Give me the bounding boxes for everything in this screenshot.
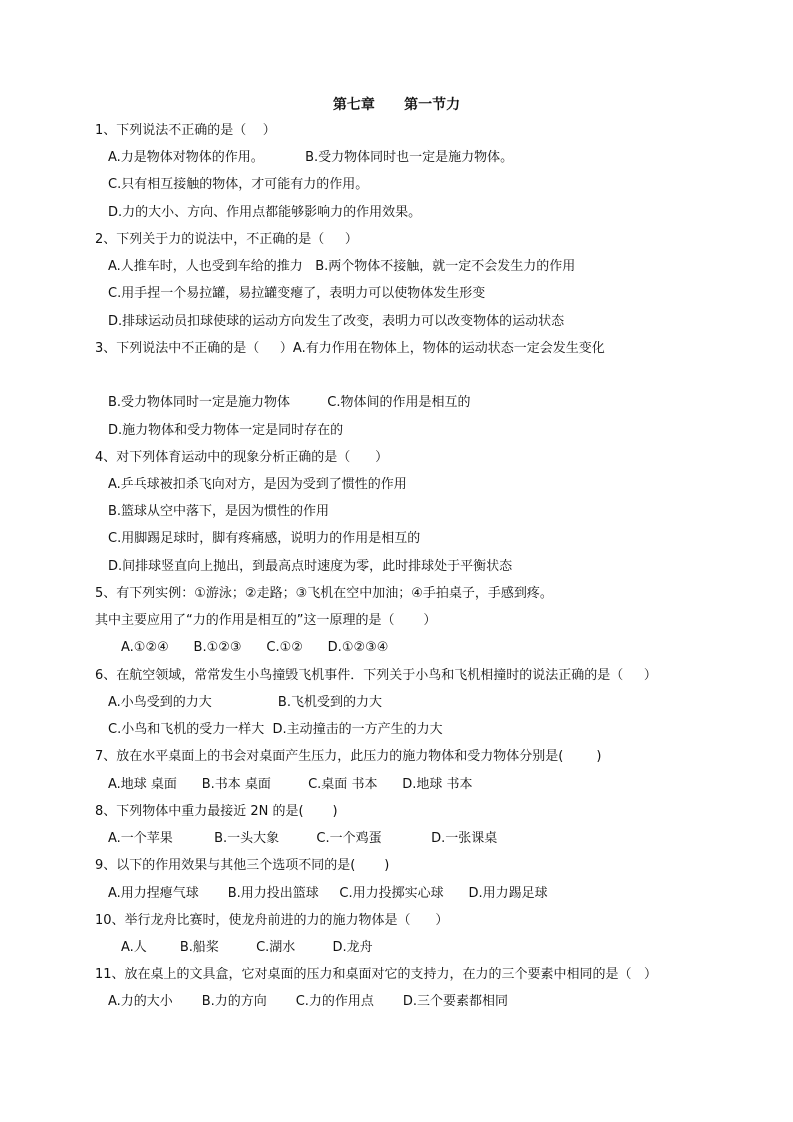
option-line: A.地球 桌面 B.书本 桌面 C.桌面 书本 D.地球 书本 [108,777,473,792]
option-line: A.①②④ B.①②③ C.①② D.①②③④ [121,640,389,655]
page-title: 第七章 第一节力 [332,97,461,113]
option-line: A.人推车时，人也受到车给的推力 B.两个物体不接触，就一定不会发生力的作用 [108,259,576,274]
question-2: 2、下列关于力的说法中，不正确的是（ ） [95,232,358,247]
question-6: 6、在航空领域，常常发生小鸟撞毁飞机事件．下列关于小鸟和飞机相撞时的说法正确的是（ ） [95,668,657,683]
question-5-continued: 其中主要应用了“力的作用是相互的”这一原理的是（ ） [95,613,437,628]
question-3: 3、下列说法中不正确的是（ ）A.有力作用在物体上，物体的运动状态一定会发生变化 [95,341,605,356]
option-line: A.用力捏瘪气球 B.用力投出篮球 C.用力投掷实心球 D.用力踢足球 [108,886,548,901]
option-line: A.力的大小 B.力的方向 C.力的作用点 D.三个要素都相同 [108,994,508,1009]
option-line: D.力的大小、方向、作用点都能够影响力的作用效果。 [108,205,422,220]
question-11: 11、放在桌上的文具盒，它对桌面的压力和桌面对它的支持力，在力的三个要素中相同的是（ ） [95,967,657,982]
option-line: D.施力物体和受力物体一定是同时存在的 [108,423,344,438]
option-line: A.一个苹果 B.一头大象 C.一个鸡蛋 D.一张课桌 [108,831,498,846]
option-line: A.力是物体对物体的作用。 B.受力物体同时也一定是施力物体。 [108,150,514,165]
question-4: 4、对下列体育运动中的现象分析正确的是（ ） [95,450,389,465]
option-line: C.用脚踢足球时，脚有疼痛感，说明力的作用是相互的 [108,531,421,546]
option-line: C.用手捏一个易拉罐，易拉罐变瘪了，表明力可以使物体发生形变 [108,286,486,301]
question-10: 10、举行龙舟比赛时，使龙舟前进的力的施力物体是（ ） [95,913,449,928]
option-line: C.只有相互接触的物体，才可能有力的作用。 [108,177,369,192]
option-line: B.篮球从空中落下，是因为惯性的作用 [108,504,330,519]
option-line: A.乒乓球被扣杀飞向对方，是因为受到了惯性的作用 [108,477,407,492]
question-5: 5、有下列实例：①游泳；②走路；③飞机在空中加油；④手拍桌子，手感到疼。 [95,586,553,601]
option-line: C.小鸟和飞机的受力一样大 D.主动撞击的一方产生的力大 [108,722,443,737]
option-line: A.小鸟受到的力大 B.飞机受到的力大 [108,695,382,710]
option-line: D.间排球竖直向上抛出，到最高点时速度为零，此时排球处于平衡状态 [108,559,513,574]
option-line: A.人 B.船桨 C.湖水 D.龙舟 [121,940,373,955]
question-8: 8、下列物体中重力最接近 2N 的是( ) [95,804,338,819]
option-line: B.受力物体同时一定是施力物体 C.物体间的作用是相互的 [108,395,471,410]
question-9: 9、以下的作用效果与其他三个选项不同的是( ) [95,858,390,873]
question-1: 1、下列说法不正确的是（ ） [95,123,276,138]
option-line: D.排球运动员扣球使球的运动方向发生了改变，表明力可以改变物体的运动状态 [108,314,565,329]
question-7: 7、放在水平桌面上的书会对桌面产生压力，此压力的施力物体和受力物体分别是( ) [95,749,602,764]
